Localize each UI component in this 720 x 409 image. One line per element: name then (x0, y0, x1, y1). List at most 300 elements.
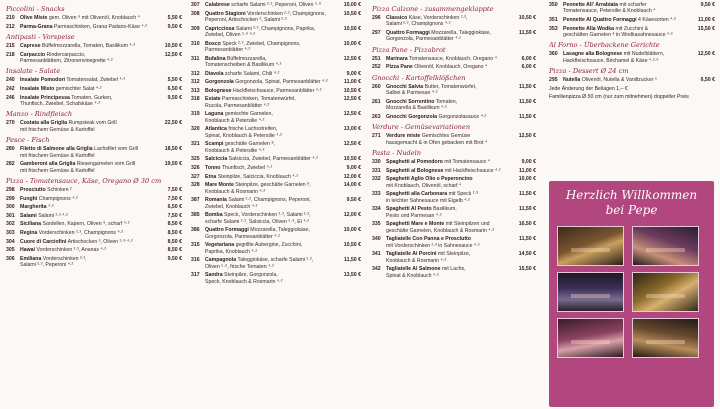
item-price: 10,50 € (164, 43, 182, 49)
item-description-line-2: Parmesanblätter ⁴·² (205, 47, 251, 53)
item-name: Emiliana (20, 255, 42, 262)
item-number: 313 (191, 87, 200, 94)
item-price: 10,00 € (343, 2, 361, 8)
item-description: Vorderschinken ²·³, Ananas ⁴·² (36, 247, 107, 254)
item-description: Lachsfilet vom Grill (94, 146, 138, 153)
item-body (20, 239, 158, 245)
menu-item (191, 11, 361, 24)
item-price: 15,50 € (697, 25, 715, 32)
item-description: gemischte Garnelen, (224, 111, 273, 118)
welcome-line-1: Herzlich Willkommen (565, 188, 698, 202)
menu-note: Jede Änderung der Beilagen 1,– € (549, 85, 628, 92)
item-description: Gorgonzolasauce ⁴·² (438, 113, 487, 120)
item-price: 10,50 € (343, 87, 361, 94)
item-description: Tomatensalat, Zwiebel ⁴·² (66, 77, 126, 84)
item-number: 302 (6, 221, 15, 228)
menu-item (191, 257, 361, 270)
section-title: Pizza - Tomatensauce, Käse, Oregano Ø 30 cm (6, 177, 162, 186)
item-price: 11,00 € (343, 79, 361, 86)
item-body (563, 2, 691, 15)
item-price: 11,50 € (343, 257, 361, 264)
item-number: 334 (372, 206, 381, 213)
item-number: 240 (6, 77, 15, 84)
menu-item (6, 256, 182, 269)
item-name: Insalate Misto (20, 86, 55, 92)
item-name: Bolognese (205, 87, 232, 94)
item-body (20, 146, 158, 159)
item-price: 8,50 € (167, 247, 182, 254)
item-price: 6,00 € (521, 64, 536, 71)
item-body (386, 15, 512, 28)
item-number: 310 (191, 40, 200, 47)
item-description: Tomatensauce, Knoblauch, Oregano ⁴ (408, 55, 497, 62)
menu-item (6, 15, 182, 21)
item-price: 9,00 € (346, 164, 361, 171)
item-body (20, 43, 158, 49)
item-price: 10,00 € (343, 227, 361, 234)
item-price: 11,50 € (518, 30, 536, 36)
item-description-line-2: scharfe Salami ²·³, Salsiccia, Oliven ⁵·⁹, Ei ⁴·² (205, 218, 310, 225)
menu-item (191, 182, 361, 195)
item-description: mit Zucchini & (615, 25, 649, 32)
menu-item (191, 111, 361, 124)
item-number: 331 (372, 167, 381, 174)
item-body (386, 266, 512, 279)
item-number: 316 (191, 257, 200, 264)
section-title: Gnocchi - Kartoffelklößchen (372, 73, 466, 82)
item-number: 242 (6, 86, 15, 92)
item-description: Salami ²·³, Champignons, Peperoni, (228, 197, 311, 204)
item-body (20, 24, 158, 30)
menu-item (372, 99, 536, 112)
item-number: 304 (6, 238, 15, 245)
menu-item (191, 126, 361, 139)
item-name: Olive Miste (20, 15, 48, 21)
menu-item (372, 159, 536, 165)
item-body (386, 191, 512, 204)
item-description: gem. Oliven ⁹ mit Olivenöl, Knoblauch ⁴ (48, 15, 140, 21)
item-description-line-2: in leichter Sahnesauce mit Eigelb ⁴·² (386, 197, 470, 204)
item-name: Bomba (205, 212, 223, 219)
item-description: Vorderschinken ²·³, Champignons, (247, 10, 326, 17)
item-name: Bosco (205, 40, 221, 47)
item-number: 387 (191, 197, 200, 204)
menu-item (6, 120, 182, 133)
item-body (205, 242, 337, 255)
item-description-line-2: geschälten Garnelen ⁸ in Wodkasahnesauce ⁴·² (563, 32, 673, 38)
item-price: 6,50 € (700, 77, 715, 84)
item-body (205, 174, 337, 180)
item-price: 10,50 € (518, 15, 536, 21)
item-number: 320 (191, 126, 200, 133)
menu-item (191, 79, 361, 85)
section-title: Verdure - Gemüsevariationen (372, 123, 471, 132)
item-number: 340 (372, 236, 381, 243)
item-description-line-2: hausgemacht & in Ofen gebacken mit Brot ⁴ (386, 139, 488, 146)
item-number: 312 (191, 70, 200, 77)
item-description-line-2: mit Knoblauch, Olivenöl, scharf ⁴ (386, 182, 462, 189)
item-body (205, 227, 337, 240)
item-number: 350 (549, 2, 558, 8)
item-body (205, 2, 337, 8)
item-description-line-2: Tomatensauce, Petersilie & Knoblauch ⁴ (563, 8, 656, 15)
item-description: Steinpilze, Gorgonzola, (224, 272, 278, 279)
item-description: Steinpilze, geschälte Garnelen ⁸, (235, 182, 311, 189)
item-name: Siciliana (20, 221, 42, 228)
item-description: Riesengarnelen vom Grill (76, 161, 136, 168)
item-number: 321 (191, 141, 200, 148)
item-name: Etna (205, 173, 217, 180)
item-name: Pennette All' Arrabiata (563, 2, 619, 8)
menu-item (191, 174, 361, 180)
item-price: 11,00 € (697, 17, 715, 23)
item-number: 295 (549, 77, 558, 84)
item-description: ⁴·² (47, 204, 54, 211)
item-name: Capricciosa (205, 25, 235, 32)
item-description: mit Steinpilze, (437, 251, 471, 258)
item-description: mit Lachs, (441, 266, 466, 273)
menu-item (372, 56, 536, 62)
menu-column-1 (6, 2, 182, 271)
item-body (205, 56, 337, 69)
item-description-line-2: Zwiebel, Knoblauch ⁴·² (205, 203, 258, 210)
item-description: Mozzarella, Taleggiokäse, (431, 30, 491, 36)
item-number: 327 (191, 173, 200, 180)
item-body (20, 15, 158, 21)
item-description: Speck ²·³, Zwiebel, Champignons, (222, 40, 301, 47)
item-description-line-2: mit frischem Gemüse & Kartoffel (20, 152, 95, 159)
item-body (205, 96, 337, 109)
menu-item (6, 161, 182, 174)
item-price: 7,50 € (167, 212, 182, 219)
item-description-line-2: mit frischem Gemüse & Kartoffel (20, 126, 95, 133)
item-price: 9,50 € (700, 2, 715, 8)
menu-item (6, 52, 182, 65)
item-name: Bufalina (205, 55, 226, 62)
item-price: 14,00 € (343, 182, 361, 189)
item-description: Artischocken ², Oliven ⁵·⁹ ⁴·² (67, 238, 133, 245)
item-body (205, 71, 337, 77)
item-price: 12,50 € (343, 111, 361, 118)
item-description-line-2: Knoblauch & Petersilie ⁴·² (205, 147, 265, 154)
restaurant-photo (632, 226, 699, 266)
item-name: Spaghetti al Bolognese (386, 167, 444, 174)
item-body (205, 126, 337, 139)
menu-item (372, 266, 536, 279)
item-name: Atlantica (205, 126, 227, 133)
item-number: 263 (372, 113, 381, 120)
item-price: 13,50 € (343, 272, 361, 279)
item-description-line-2: Knoblauch & Rosmarin ⁴·² (205, 188, 266, 195)
item-body (386, 64, 512, 70)
item-number: 317 (191, 272, 200, 279)
item-price: 16,50 € (518, 221, 536, 228)
item-description: scharfe Salami, Chili ⁴·² (224, 70, 280, 77)
section-title: Pizza - Dessert Ø 24 cm (549, 67, 629, 76)
item-number: 261 (372, 98, 381, 105)
item-price: 9,00 € (521, 159, 536, 166)
item-description-line-2: Spinat, Knoblauch & Petersilie ⁴·² (205, 132, 282, 139)
item-name: Spaghetti Al Pesto (386, 206, 432, 213)
item-price: 9,50 € (167, 94, 182, 101)
item-price: 9,50 € (167, 255, 182, 262)
item-name: Mare Monte (205, 182, 234, 189)
item-price: 14,50 € (518, 251, 536, 258)
item-number: 280 (6, 146, 15, 153)
item-description-line-2: Salami ²·³, Peperoni ⁴·² (20, 262, 74, 269)
item-body (205, 165, 337, 171)
item-name: Carpaccio (20, 51, 46, 58)
item-description: Thunfisch, Zwiebel ⁴·² (221, 164, 273, 171)
menu-item (372, 236, 536, 249)
item-name: Tagliatelle Ai Porcini (386, 251, 437, 258)
item-body (386, 84, 512, 97)
item-number: 282 (6, 161, 15, 168)
item-description: Hackfleischsauce, Parmesanblätter ⁴·² (232, 87, 322, 94)
item-description: Parmaschinken, Grana Padano-Käse ⁴·² (54, 23, 148, 30)
item-price: 19,50 € (164, 161, 182, 168)
menu-item (6, 24, 182, 30)
item-number: 297 (372, 30, 381, 36)
item-description-line-2: Salbei & Parmesan ⁴·² (386, 90, 438, 97)
item-description: Parmaschinken, Tomatenwürfel, (222, 96, 296, 103)
item-number: 326 (191, 164, 200, 171)
item-body (20, 256, 158, 269)
item-body (563, 26, 691, 39)
item-price: 9,00 € (346, 70, 361, 77)
item-price: 11,00 € (518, 167, 536, 174)
item-name: Regina (20, 230, 38, 236)
item-price: 9,50 € (167, 23, 182, 30)
item-name: Quattro Formaggi (205, 227, 249, 234)
item-number: 210 (6, 15, 15, 21)
item-description: Speck, Vorderschinken ²·³, Salami ²·³, (224, 212, 311, 219)
item-number: 332 (372, 176, 381, 183)
item-body (20, 77, 158, 83)
item-price: 11,50 € (518, 236, 536, 243)
menu-item (372, 168, 536, 174)
item-body (386, 168, 512, 174)
menu-item (191, 56, 361, 69)
item-description: Rumpsteak vom Grill (68, 120, 117, 127)
item-name: Tonno (205, 164, 221, 171)
item-body (386, 30, 512, 43)
item-number: 301 (6, 212, 15, 219)
item-price: 10,50 € (343, 10, 361, 17)
item-name: Tagliatelle Al Salmone (386, 266, 441, 273)
item-price: 8,50 € (167, 238, 182, 245)
section-title: Pizza Pane - Pizzabrot (372, 45, 446, 54)
item-description: geschälte Garnelen ⁸, (224, 141, 275, 148)
item-description: Tomaten, (435, 98, 458, 105)
section-title: Pesce - Fisch (6, 136, 50, 145)
item-name: Filetto di Salmone alla Griglia (20, 146, 93, 153)
item-number: 385 (191, 212, 200, 219)
item-name: Cuore di Carciofini (20, 238, 67, 245)
menu-item (191, 165, 361, 171)
item-price: 8,50 € (167, 221, 182, 228)
item-body (205, 88, 337, 94)
welcome-title (549, 188, 714, 218)
menu-item (191, 2, 361, 8)
menu-item (191, 242, 361, 255)
item-price: 6,50 € (167, 204, 182, 211)
item-description: Gorgonzola, Spinat, Parmesanblätter ⁴·² (235, 79, 328, 86)
menu-item (6, 95, 182, 108)
item-price: 22,50 € (164, 120, 182, 127)
item-price: 12,50 € (164, 51, 182, 58)
menu-item (372, 15, 536, 28)
item-description: mit scharfer (619, 2, 647, 8)
item-body (205, 156, 337, 162)
item-name: Scampi (205, 141, 224, 148)
item-name: Spaghetti Mare e Monte (386, 221, 445, 228)
item-body (386, 133, 512, 146)
welcome-line-2: bei Pepe (605, 203, 658, 217)
item-number: 296 (372, 15, 381, 21)
item-body (563, 17, 691, 23)
item-description-line-2: Pesto und Parmesan ⁴·² (386, 212, 442, 219)
item-number: 318 (191, 96, 200, 103)
item-description: Basilikum, (433, 206, 457, 213)
menu-item (549, 77, 715, 83)
item-name: Salami (20, 212, 37, 219)
item-price: 10,50 € (343, 25, 361, 32)
item-body (386, 221, 512, 234)
item-body (386, 176, 512, 189)
item-body (20, 196, 158, 202)
menu-note: Familienpizza Ø 50 cm (nur zum mitnehmen) doppelter Preis (549, 94, 689, 101)
item-number: 307 (191, 2, 200, 8)
item-number: 328 (191, 182, 200, 189)
item-name: Costata alla Griglia (20, 120, 67, 127)
item-name: Diavola (205, 70, 224, 77)
menu-item (6, 43, 182, 49)
menu-item (372, 251, 536, 264)
item-description-line-2: mit frischem Gemüse & Kartoffel (20, 167, 95, 174)
item-name: Gamberoni alla Griglia (20, 161, 76, 168)
item-description: Taleggiokäse, scharfe Salami ²·³, (237, 257, 314, 264)
item-number: 218 (6, 51, 15, 58)
item-number: 353 (549, 25, 558, 32)
item-number: 312 (191, 79, 200, 86)
item-name: Gnocchi Salvia (386, 83, 424, 90)
item-body (205, 141, 337, 154)
item-number: 341 (372, 251, 381, 258)
welcome-banner (549, 181, 714, 407)
restaurant-photo (557, 272, 624, 312)
item-name: Funghi (20, 195, 38, 202)
item-name: Gorgonzola (205, 79, 234, 86)
item-body (205, 257, 337, 270)
item-description: Mozzarella, Taleggiokäse, (250, 227, 310, 234)
menu-item (372, 64, 536, 70)
item-number: 212 (6, 23, 15, 30)
section-title: Pizza Calzone - zusammengeklappte (372, 5, 494, 13)
item-description: gegrillte Aubergine, Zucchini, (235, 242, 303, 249)
item-description-line-2: Speck, Knoblauch & Rosmarin ⁴·² (205, 278, 283, 285)
menu-item (191, 96, 361, 109)
item-name: Tagliatelle Con Panna e Prosciutto (386, 236, 471, 243)
item-description: Schinken ² (47, 187, 72, 194)
item-price: 10,50 € (343, 242, 361, 249)
menu-item (6, 196, 182, 202)
menu-item (191, 197, 361, 210)
menu-item (6, 239, 182, 245)
item-price: 7,50 € (167, 195, 182, 202)
item-description: Salsiccia, Zwiebel, Parmesanblätter ⁴·² (228, 156, 318, 163)
item-name: Pizza Pane (386, 64, 413, 71)
item-price: 15,50 € (518, 266, 536, 273)
item-number: 351 (549, 17, 558, 23)
item-body (20, 247, 158, 253)
menu-item (191, 41, 361, 54)
item-number: 386 (191, 227, 200, 234)
item-name: Caprese (20, 43, 41, 49)
item-description-line-2: Hackfleischsauce, Béchamel & Käse ⁴·²·⁶ (563, 57, 659, 64)
item-body (20, 221, 158, 227)
item-number: 360 (549, 51, 558, 58)
menu-item (549, 26, 715, 39)
item-price: 11,50 € (518, 113, 536, 120)
item-price: 11,50 € (518, 83, 536, 90)
item-description: Sardellen, Kapern, Oliven ⁹, scharf ⁴·² (42, 221, 130, 228)
item-description: mit Speck ²·³ (448, 191, 478, 198)
item-name: Estate (205, 96, 221, 103)
item-name: Spaghetti al Pomodoro (386, 159, 443, 166)
item-name: Calabrese (205, 2, 230, 8)
item-price: 7,50 € (167, 187, 182, 194)
item-description: Steinpilze, Salciccia, Knoblauch ⁴·² (217, 173, 299, 180)
restaurant-photo (632, 272, 699, 312)
item-description: Champignons ⁴·² (38, 195, 78, 202)
item-number: 308 (191, 10, 200, 17)
item-name: Sandra (205, 272, 223, 279)
item-price: 13,00 € (343, 126, 361, 133)
item-price: 9,50 € (346, 197, 361, 204)
section-title: Antipasti - Vorspeise (6, 33, 75, 41)
menu-item (6, 230, 182, 236)
item-description-line-2: geschälte Garnelen, Knoblauch & Rosmarin ⁴·² (386, 227, 495, 234)
menu-item (549, 2, 715, 15)
menu-item (191, 156, 361, 162)
item-number: 335 (372, 221, 381, 228)
menu-item (372, 206, 536, 219)
menu-item (372, 176, 536, 189)
item-number: 271 (372, 133, 381, 140)
menu-item (6, 247, 182, 253)
item-body (386, 114, 512, 120)
item-body (205, 79, 337, 85)
item-description: Käse, Vorderschinken ²·³, (408, 15, 468, 21)
section-title: Al Forno - Überbackene Gerichte (549, 41, 660, 50)
item-number: 270 (6, 120, 15, 127)
item-number: 311 (191, 55, 200, 62)
item-number: 309 (191, 25, 200, 32)
item-body (20, 86, 158, 92)
menu-item (191, 272, 361, 285)
section-title: Pasta - Nudeln (372, 149, 421, 158)
item-price: 11,50 € (518, 191, 536, 198)
item-body (205, 272, 337, 285)
item-name: Prosciutto (20, 187, 46, 194)
item-number: 251 (372, 55, 381, 62)
section-title: Insalate - Salate (6, 67, 61, 76)
item-number: 315 (191, 242, 200, 249)
item-body (20, 204, 158, 210)
item-description: scharfe Salami ²·³, Peperoni, Oliven ⁵·⁹ (231, 2, 321, 8)
menu-item (191, 141, 361, 154)
